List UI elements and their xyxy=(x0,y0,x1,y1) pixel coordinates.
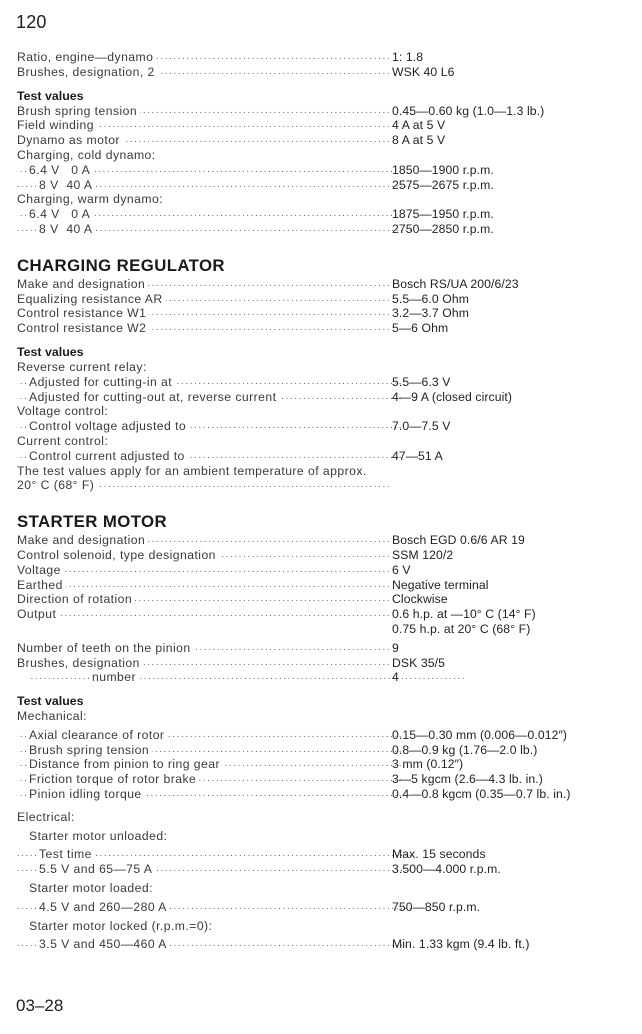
spec-value: SSM 120/2 xyxy=(392,547,454,562)
group-label: Starter motor locked (r.p.m.=0): xyxy=(29,919,215,933)
note-text: The test values apply for an ambient temperature of approx. xyxy=(17,464,370,478)
spec-value: Bosch RS/UA 200/6/23 xyxy=(392,276,519,291)
spec-value: 5.5—6.3 V xyxy=(392,374,451,389)
spec-value: 1: 1.8 xyxy=(392,50,424,64)
spec-value: DSK 35/5 xyxy=(392,655,445,670)
spec-label: 8 V 40 A xyxy=(39,222,96,236)
section-title-starter-motor: STARTER MOTOR xyxy=(17,512,168,532)
spec-value: 750—850 r.p.m. xyxy=(392,899,481,914)
spec-label: Number of teeth on the pinion xyxy=(17,641,194,655)
spec-label: Ratio, engine—dynamo xyxy=(17,50,156,64)
spec-value: 6 V xyxy=(392,562,411,577)
spec-value: 1850—1900 r.p.m. xyxy=(392,162,494,177)
group-label: Voltage control: xyxy=(17,404,111,418)
group-label: Current control: xyxy=(17,434,111,448)
spec-value: Bosch EGD 0.6/6 AR 19 xyxy=(392,533,525,548)
spec-label: Axial clearance of rotor xyxy=(29,728,167,742)
page-number: 120 xyxy=(16,12,47,32)
spec-value: 9 xyxy=(392,640,399,655)
note-text: 20° C (68° F) xyxy=(17,478,97,492)
spec-value: Negative terminal xyxy=(392,577,489,592)
spec-label: Brush spring tension xyxy=(29,743,152,757)
spec-label: 4.5 V and 260—280 A xyxy=(39,900,170,914)
spec-value: 3—5 kgcm (2.6—4.3 lb. in.) xyxy=(392,772,543,787)
spec-value: Min. 1.33 kgm (9.4 lb. ft.) xyxy=(392,937,530,952)
group-label: Starter motor unloaded: xyxy=(29,829,170,843)
spec-label: Equalizing resistance AR xyxy=(17,292,166,306)
spec-label: Dynamo as motor xyxy=(17,133,123,147)
spec-label: Control current adjusted to xyxy=(29,449,188,463)
spec-label: Pinion idling torque xyxy=(29,787,145,801)
spec-content xyxy=(17,50,627,952)
spec-value: 8 A at 5 V xyxy=(392,133,446,148)
spec-value: 0.8—0.9 kg (1.76—2.0 lb.) xyxy=(392,742,538,757)
spec-value: 7.0—7.5 V xyxy=(392,419,451,434)
spec-label: Voltage xyxy=(17,563,64,577)
spec-label: Control resistance W1 xyxy=(17,306,149,320)
spec-label: Distance from pinion to ring gear xyxy=(29,757,223,771)
spec-value: 3.500—4.000 r.p.m. xyxy=(392,862,501,877)
group-label: Charging, cold dynamo: xyxy=(17,148,159,162)
spec-value: 2750—2850 r.p.m. xyxy=(392,221,494,236)
spec-value: 3 mm (0.12″) xyxy=(392,757,464,772)
spec-label: 6.4 V 0 A xyxy=(29,163,93,177)
spec-label: Make and designation xyxy=(17,533,148,547)
spec-value: 0.4—0.8 kgcm (0.35—0.7 lb. in.) xyxy=(392,787,571,802)
spec-label: Make and designation xyxy=(17,277,148,291)
spec-value: 1875—1950 r.p.m. xyxy=(392,207,494,222)
spec-label: Field winding xyxy=(17,118,97,132)
spec-label: Brush spring tension xyxy=(17,104,140,118)
spec-row xyxy=(17,65,627,80)
spec-label: Direction of rotation xyxy=(17,592,135,606)
spec-label: Output xyxy=(17,607,59,621)
test-values-heading: Test values xyxy=(17,344,84,359)
test-values-heading: Test values xyxy=(17,694,84,709)
group-label: Electrical: xyxy=(17,810,78,824)
spec-label: number xyxy=(92,670,139,684)
group-label: Charging, warm dynamo: xyxy=(17,192,166,206)
spec-value: 4 A at 5 V xyxy=(392,118,446,133)
group-label: Reverse current relay: xyxy=(17,360,150,374)
spec-label: Adjusted for cutting-out at, reverse current xyxy=(29,390,279,404)
spec-row xyxy=(17,50,627,65)
spec-value: 47—51 A xyxy=(392,448,443,463)
spec-value: 0.15—0.30 mm (0.006—0.012″) xyxy=(392,727,568,742)
spec-value: 3.2—3.7 Ohm xyxy=(392,306,469,321)
spec-value: 4 xyxy=(392,670,399,685)
spec-value: Clockwise xyxy=(392,592,448,607)
spec-label: 6.4 V 0 A xyxy=(29,207,93,221)
spec-label: Adjusted for cutting-in at xyxy=(29,375,175,389)
spec-value: 5.5—6.0 Ohm xyxy=(392,291,469,306)
spec-label: Control solenoid, type designation xyxy=(17,548,219,562)
spec-value: 0.75 h.p. at 20° C (68° F) xyxy=(392,621,531,636)
spec-value: 4—9 A (closed circuit) xyxy=(392,389,513,404)
spec-label: 5.5 V and 65—75 A xyxy=(39,862,155,876)
spec-value: 2575—2675 r.p.m. xyxy=(392,177,494,192)
section-title-charging-regulator: CHARGING REGULATOR xyxy=(17,255,225,275)
spec-label: Control voltage adjusted to xyxy=(29,419,189,433)
spec-label: Brushes, designation xyxy=(17,656,143,670)
spec-label: Earthed xyxy=(17,578,66,592)
spec-label: 8 V 40 A xyxy=(39,178,96,192)
group-label: Mechanical: xyxy=(17,709,90,723)
spec-label: Test time xyxy=(39,847,95,861)
spec-value: WSK 40 L6 xyxy=(392,64,455,79)
spec-label: Control resistance W2 xyxy=(17,321,149,335)
spec-value: 5—6 Ohm xyxy=(392,321,449,336)
page-footer-code: 03–28 xyxy=(16,996,64,1015)
spec-value: Max. 15 seconds xyxy=(392,847,486,862)
spec-label: Brushes, designation, 2 xyxy=(17,65,158,79)
spec-value: 0.6 h.p. at —10° C (14° F) xyxy=(392,607,536,622)
group-label: Starter motor loaded: xyxy=(29,881,156,895)
test-values-heading: Test values xyxy=(17,88,84,103)
spec-value: 0.45—0.60 kg (1.0—1.3 lb.) xyxy=(392,103,545,118)
spec-label: 3.5 V and 450—460 A xyxy=(39,937,170,951)
spec-label: Friction torque of rotor brake xyxy=(29,772,199,786)
